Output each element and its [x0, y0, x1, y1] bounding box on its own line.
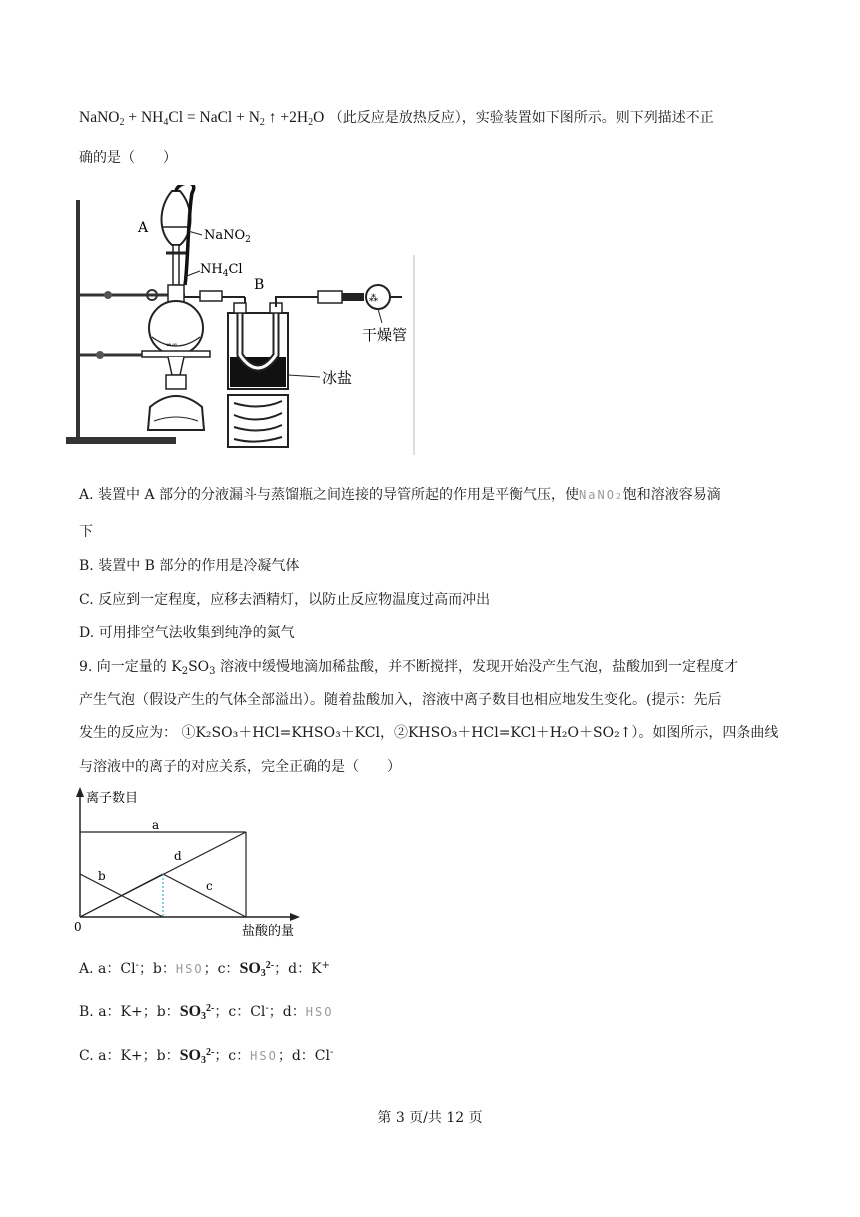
eq-part: NaNO	[79, 109, 120, 126]
q8-line2: 确的是（ ）	[79, 150, 177, 166]
q9-text: SO	[188, 659, 210, 675]
opt-text: ；b：	[138, 961, 176, 977]
option-a-text: A. 装置中 A 部分的分液漏斗与蒸馏瓶之间连接的导管所起的作用是平衡气压，使	[79, 487, 580, 503]
opt-sup: -	[265, 1003, 269, 1014]
q8-equation-line	[79, 108, 714, 133]
stand-rod	[76, 200, 80, 438]
option-a-text: 饱和溶液容易滴	[622, 487, 721, 503]
nano2-text: NaNO	[579, 488, 616, 502]
curve-d-label: d	[174, 849, 182, 863]
q9-option-c	[79, 1043, 333, 1071]
flame	[168, 357, 184, 375]
opt-text: ；c：	[203, 961, 240, 977]
rubber-connector	[318, 291, 342, 303]
leader-line	[378, 309, 382, 323]
label-nano2: NaNO$_2$	[204, 228, 251, 245]
funnel-stem	[173, 245, 179, 285]
label-nh4cl: $NH_4Cl$	[200, 262, 243, 279]
opt-text: ；c：Cl	[214, 1004, 266, 1020]
opt-text: C. a：K+；b：	[79, 1048, 180, 1064]
nano2-sub: 2	[615, 492, 623, 501]
curve-c	[163, 874, 246, 917]
burner-wick	[166, 375, 186, 389]
q8-option-d: D. 可用排空气法收集到纯净的氮气	[79, 625, 295, 641]
q9-sub: 3	[209, 666, 216, 677]
apparatus-figure	[60, 185, 420, 460]
so3-sup: 2-	[206, 1003, 215, 1014]
hso3-inline-image: HSO	[175, 962, 204, 976]
leader-line	[288, 375, 320, 377]
curve-b-label: b	[98, 869, 106, 883]
so3-text: SO	[239, 960, 261, 977]
so3-sup: 2-	[265, 960, 275, 971]
opt-text: B. a：K+；b：	[79, 1004, 180, 1020]
opt-text: A. a：Cl	[79, 961, 136, 977]
q9-line2: 产生气泡（假设产生的气体全部溢出）。随着盐酸加入，溶液中离子数目也相应地发生变化。(提示：先后	[79, 692, 722, 708]
ring-knob	[96, 351, 104, 359]
hso3-inline-image: HSO	[250, 1049, 278, 1063]
drying-tube-stem	[342, 293, 364, 301]
page-footer: 第 3 页/共 12 页	[377, 1110, 483, 1126]
eq-part: ↑ +2H	[264, 109, 309, 126]
eq-sub: 2	[259, 117, 265, 128]
x-axis-label: 盐酸的量	[242, 924, 295, 939]
opt-sup: -	[135, 960, 139, 971]
label-dryer: 干燥管	[362, 326, 408, 344]
reaction-equation	[79, 109, 324, 126]
q9-line1	[79, 657, 738, 682]
opt-text: ；c：	[214, 1048, 251, 1064]
opt-sup: +	[321, 960, 330, 971]
opt-text: ；d：	[268, 1004, 306, 1020]
q9-line4: 与溶液中的离子的对应关系，完全正确的是（ ）	[79, 759, 401, 775]
eq-sub: 2	[119, 117, 125, 128]
curve-c-label: c	[206, 879, 213, 893]
so3-sup: 2-	[205, 1047, 215, 1058]
opt-sup: -	[330, 1047, 334, 1058]
eq-part: Cl = NaCl + N	[168, 109, 260, 126]
q9-option-a	[79, 956, 330, 984]
ice-salt	[230, 357, 286, 387]
opt-text: ；d：K	[274, 961, 322, 977]
so3-text: SO	[179, 1003, 202, 1020]
wire-gauze	[142, 351, 210, 357]
so3-sub: 3	[201, 1011, 207, 1022]
alcohol-lamp	[148, 396, 204, 430]
origin-label: 0	[74, 920, 82, 934]
stand-base	[66, 437, 176, 444]
clamp-knob	[104, 291, 112, 299]
label-ice-salt: 冰盐	[322, 369, 353, 387]
q9-line3: 发生的反应为： ①K₂SO₃＋HCl=KHSO₃＋KCl，②KHSO₃＋HCl=KCl＋H₂O＋SO₂↑）。如图所示，四条曲线	[79, 725, 779, 741]
so3-text: SO	[179, 1047, 201, 1064]
q8-option-a-cont: 下	[79, 524, 93, 540]
opt-text: ；d：Cl	[277, 1048, 330, 1064]
rubber-connector	[200, 291, 222, 301]
so3-ion	[180, 1047, 215, 1064]
so3-ion	[180, 1003, 215, 1020]
hso3-inline-image: HSO	[305, 1005, 334, 1019]
q9-text: 溶液中缓慢地滴加稀盐酸，并不断搅拌，发现开始没产生气泡，盐酸加到一定程度才	[215, 659, 738, 675]
q8-option-a	[79, 485, 721, 507]
q8-option-b: B. 装置中 B 部分的作用是冷凝气体	[79, 558, 300, 574]
so3-sub: 3	[200, 1055, 206, 1066]
eq-part: + NH	[124, 109, 164, 126]
eq-sub: 4	[163, 117, 169, 128]
ion-graph	[70, 785, 310, 940]
eq-part: O	[313, 109, 325, 126]
q9-sub: 2	[181, 666, 189, 677]
so3-sub: 3	[260, 968, 266, 979]
label-b: B	[254, 277, 265, 293]
flask-bubbles: ∞∞	[166, 341, 178, 349]
q8-line1-text: （此反应是放热反应），实验装置如下图所示。则下列描述不正	[328, 110, 714, 126]
separatory-funnel	[162, 191, 191, 245]
q9-text: 9. 向一定量的 K	[79, 659, 182, 675]
y-axis-arrow	[76, 787, 84, 797]
nano2-inline-image	[579, 488, 623, 502]
drying-agent: ⁂	[369, 294, 378, 304]
label-a: A	[138, 220, 149, 236]
q8-option-c: C. 反应到一定程度，应移去酒精灯，以防止反应物温度过高而冲出	[79, 592, 491, 608]
x-axis-arrow	[290, 913, 300, 921]
so3-ion	[239, 960, 274, 977]
y-axis-label: 离子数目	[86, 791, 139, 806]
u-tube-stopper	[234, 303, 246, 313]
q9-option-b	[79, 999, 333, 1027]
eq-sub: 2	[308, 117, 314, 128]
curve-a-label: a	[152, 818, 160, 832]
